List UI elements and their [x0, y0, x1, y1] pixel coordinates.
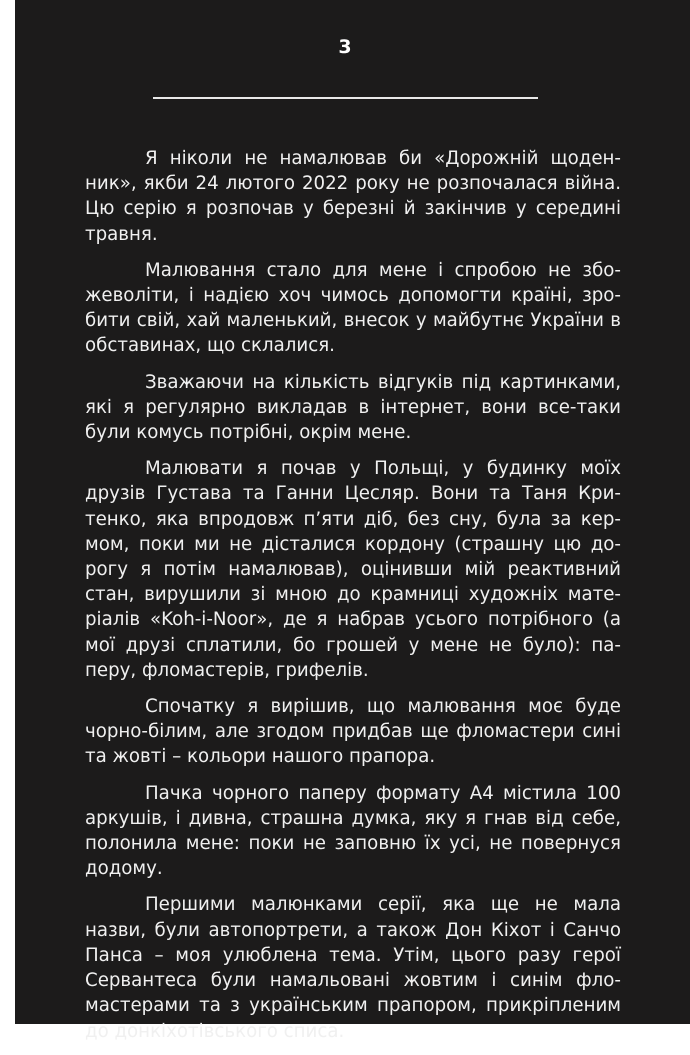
paragraph: Я ніколи не намалював би «Дорожній щоденник», якби 24 лютого 2022 року не розпочалася війна. Цю серію я розпочав у березні й закінчив у середині травня.: [85, 148, 621, 245]
page-number: 3: [338, 36, 352, 58]
paragraph: Малювання стало для мене і спробою не збожеволіти, і надією хоч чимось допомогти країні, зробити свій, хай маленький, внесок у майбутнє України в обставинах, що склалися.: [85, 259, 621, 357]
paragraph: Малювати я почав у Польщі, у будинку моїх друзів Густава та Ганни Цесляр. Вони та Таня Критенко, яка впродовж п’яти діб, без сну, була за кермом, поки ми не дісталися кордону (страшну цю дорогу я потім намалював), оцінивши мій реактивний стан, вирушили зі мною до крамниці художніх матеріалів «Koh-i-Noor», де я набрав усього потрібного (а мої друзі сплатили, бо грошей у мене не було): паперу, фломастерів, грифелів.: [85, 458, 621, 681]
paragraph: Спочатку я вирішив, що малювання моє буде чорно-білим, але згодом придбав ще фломастери сині та жовті – кольори нашого прапора.: [85, 696, 621, 768]
paragraph: Першими малюнками серії, яка ще не мала назви, були автопортрети, а також Дон Кіхот і Санчо Панса – моя улюблена тема. Утім, цього разу герої Сервантеса були намальовані жовтим і синім фломастерами та з українським прапором, прикріпленим до донкіхотівського списа.: [85, 894, 621, 1042]
paragraph: Зважаючи на кількість відгуків під картинками, які я регулярно викладав в інтернет, вони все-таки були комусь потрібні, окрім мене.: [85, 371, 621, 444]
paragraph: Пачка чорного паперу формату А4 містила 100 аркушів, і дивна, страшна думка, яку я гнав від себе, полонила мене: поки не заповню їх усі, не повернуся додому.: [85, 782, 621, 880]
header-divider: [153, 97, 538, 99]
body-text: [85, 146, 621, 1055]
book-page: [15, 0, 690, 1042]
